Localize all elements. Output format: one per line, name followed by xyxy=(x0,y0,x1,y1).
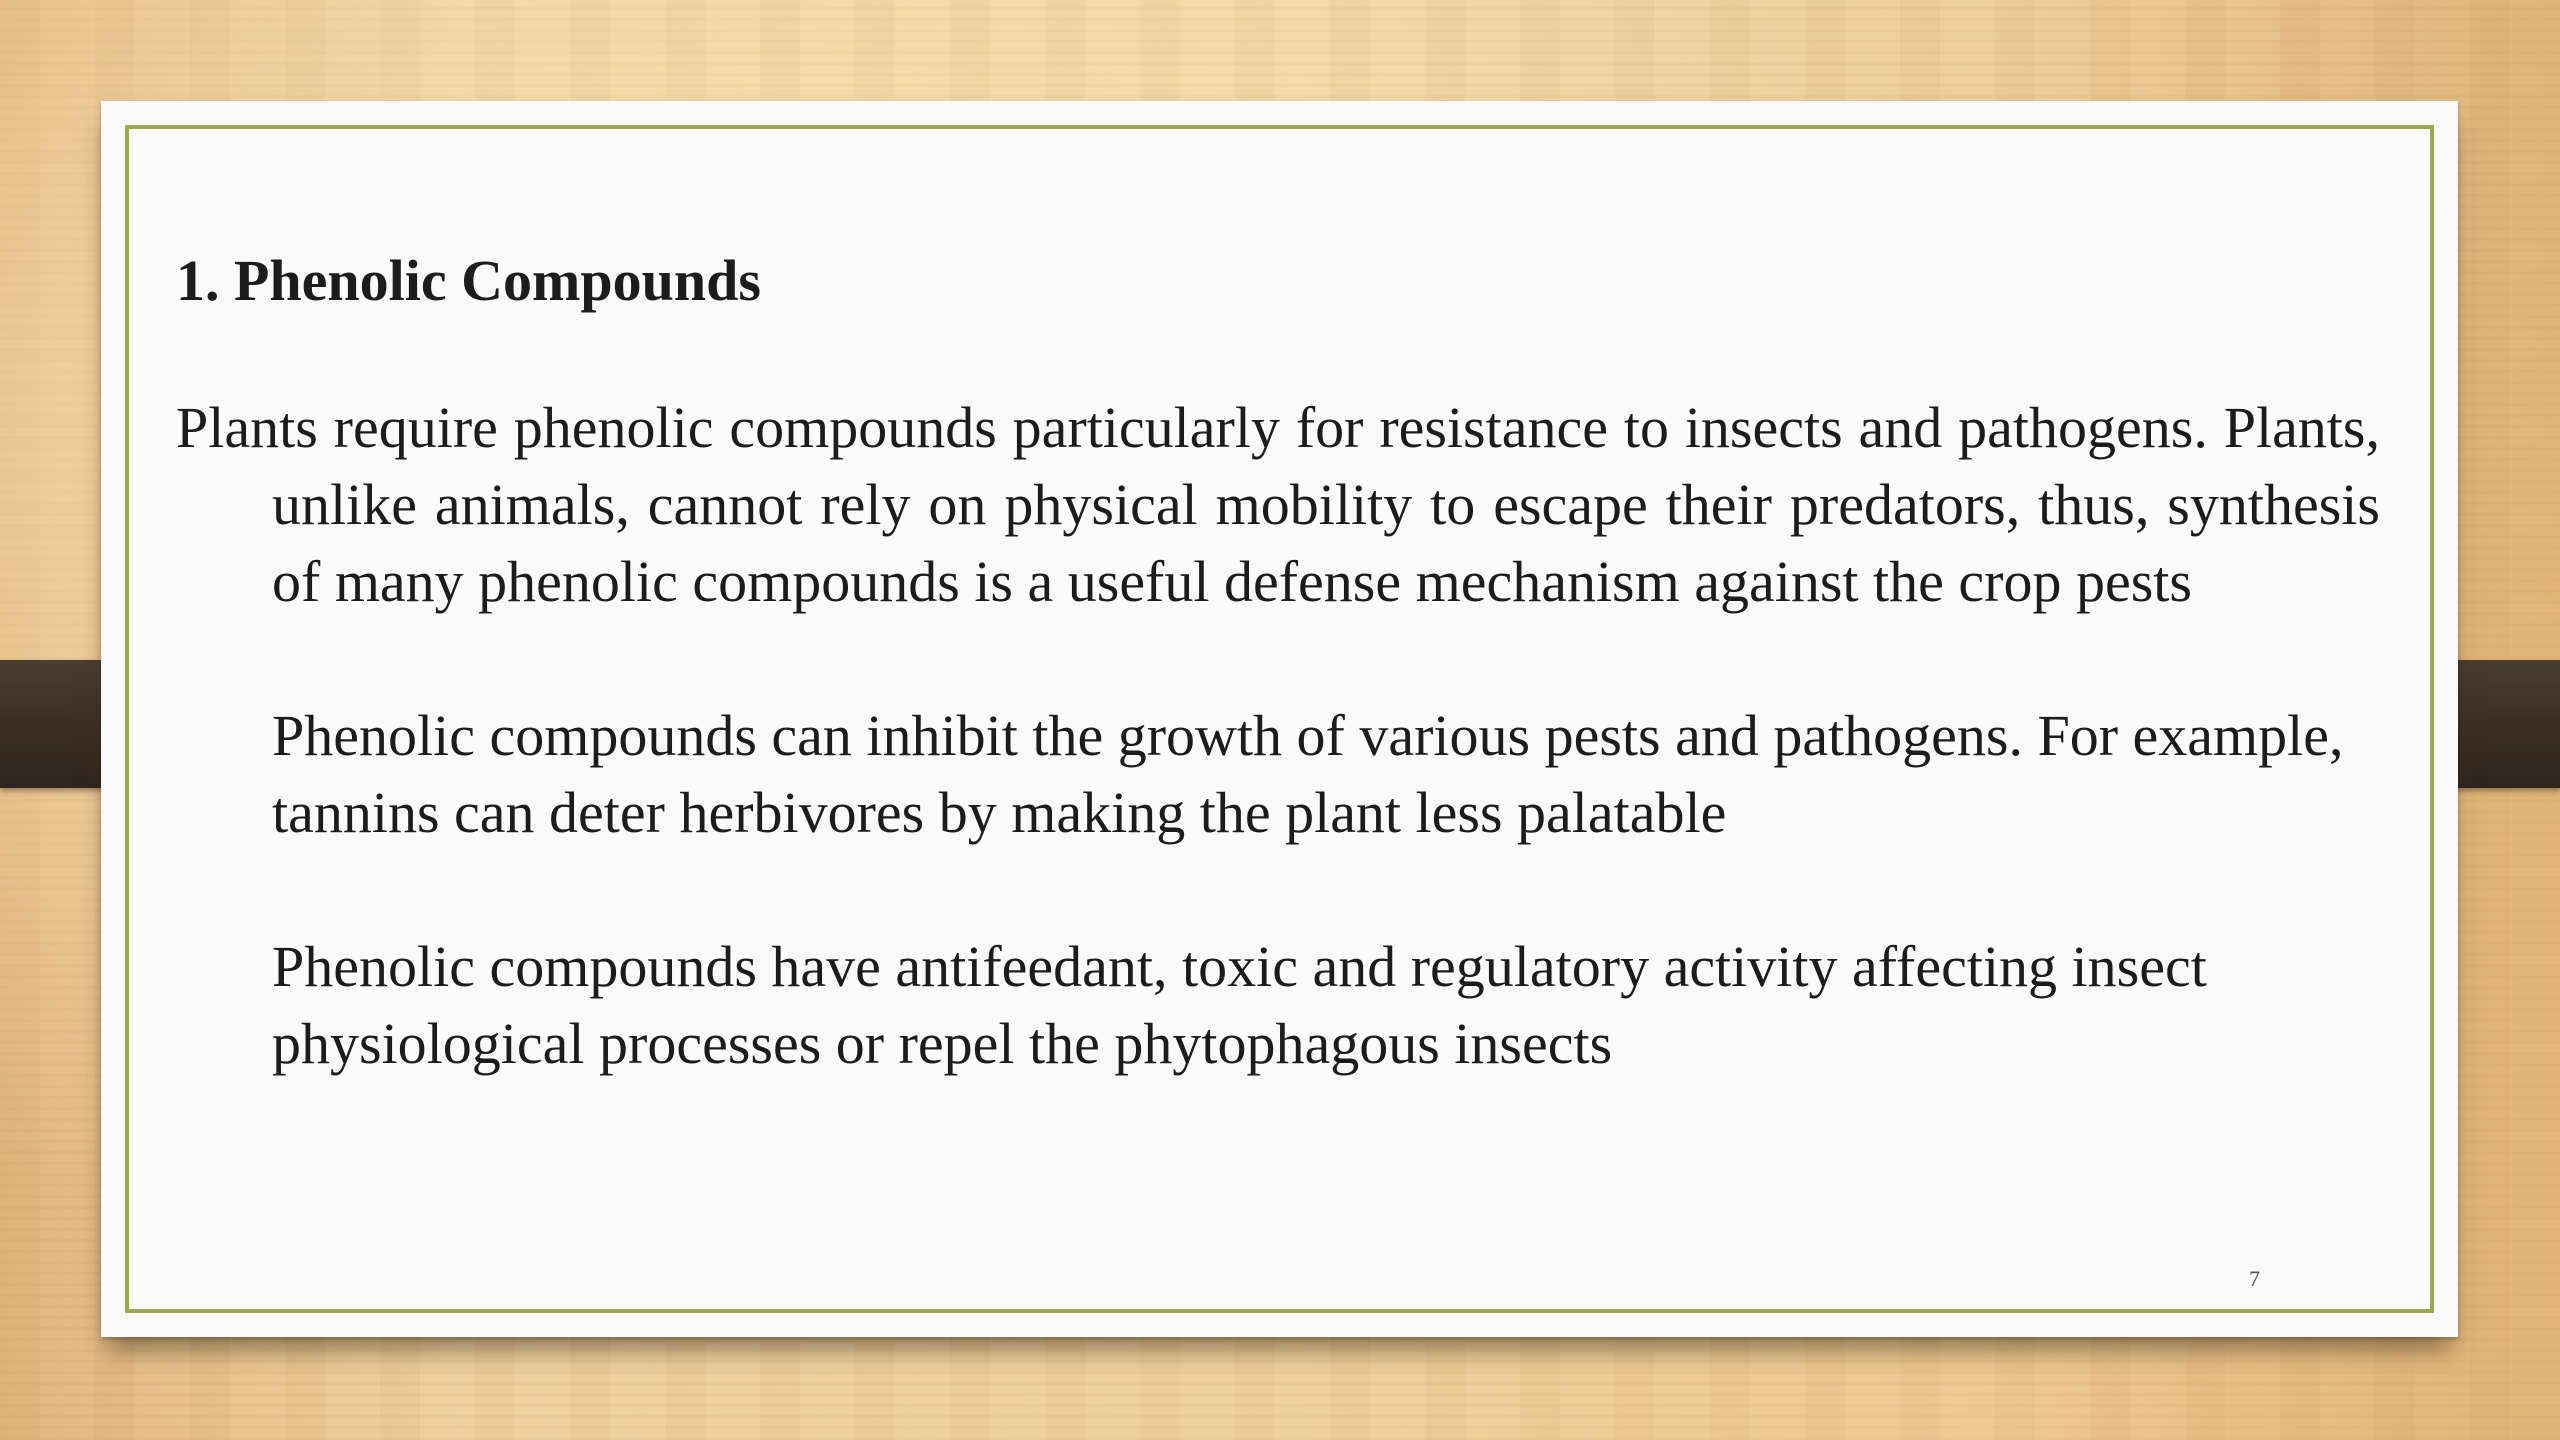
page-number: 7 xyxy=(2249,1266,2260,1291)
paragraph-3: Phenolic compounds have antifeedant, toxic and regulatory activity affecting insect physiological processes or repel the phytophagous insects xyxy=(272,934,2207,1076)
paragraph-2: Phenolic compounds can inhibit the growth of various pests and pathogens. For example, tannins can deter herbivores by making the plant less palatable xyxy=(272,703,2344,845)
slide-content xyxy=(176,245,2380,1082)
slide-body xyxy=(176,389,2380,1082)
slide-title: 1. Phenolic Compounds xyxy=(176,248,761,313)
paragraph-1: Plants require phenolic compounds particularly for resistance to insects and pathogens. Plants, unlike animals, cannot rely on physical mobility to escape their predators, thus, synthesis of many phenolic compounds is a useful defense mechanism against the crop pests xyxy=(176,395,2380,614)
